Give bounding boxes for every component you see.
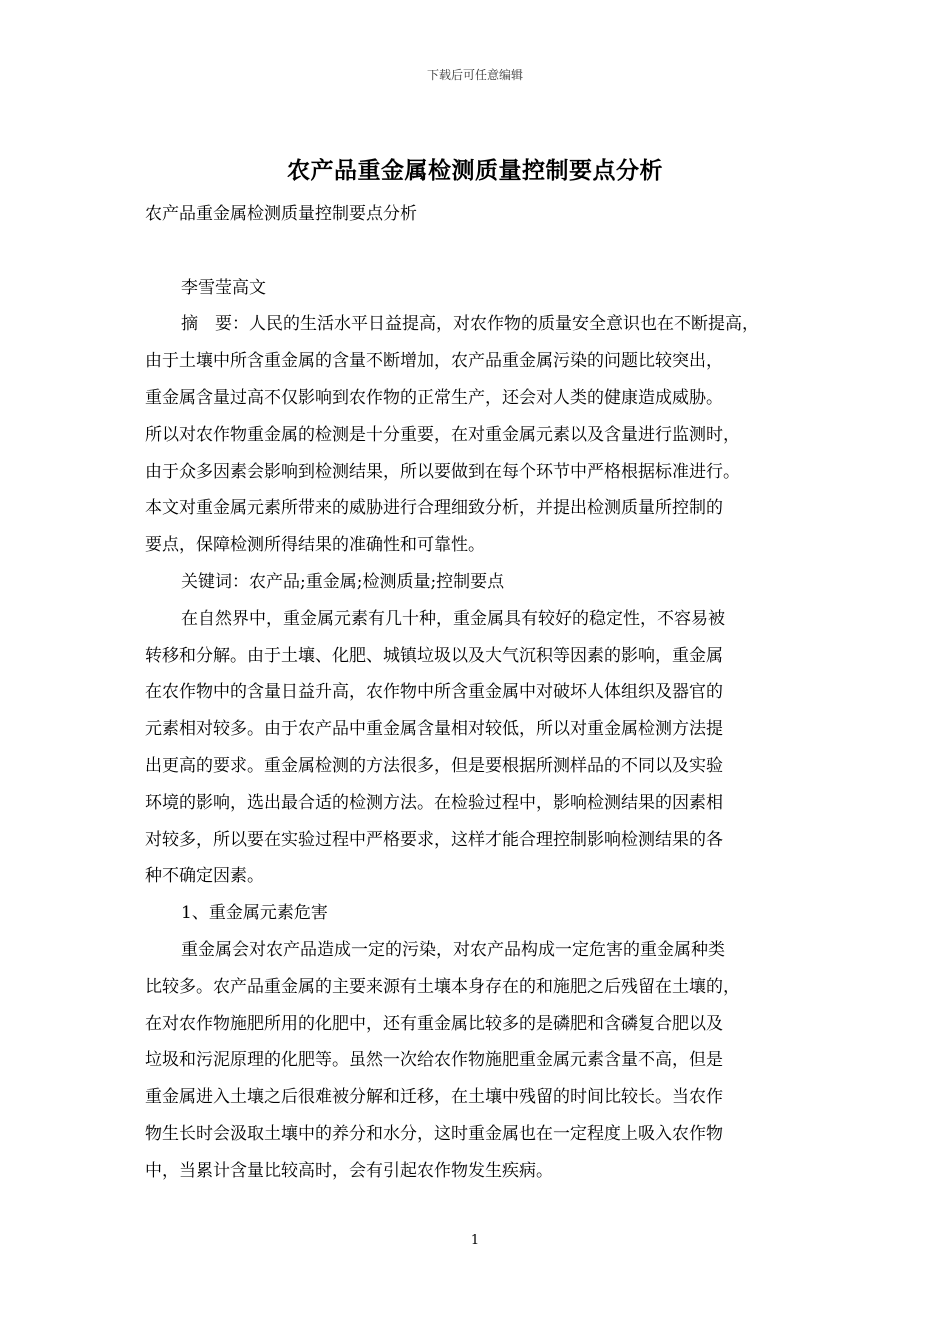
section1-line: 在对农作物施肥所用的化肥中，还有重金属比较多的是磷肥和含磷复合肥以及: [145, 1013, 723, 1034]
abstract-line: 摘 要：人民的生活水平日益提高，对农作物的质量安全意识也在不断提高，: [181, 314, 759, 335]
abstract-line: 要点，保障检测所得结果的准确性和可靠性。: [145, 535, 485, 556]
page-header: 下载后可任意编辑: [426, 68, 523, 82]
abstract-line: 由于众多因素会影响到检测结果，所以要做到在每个环节中严格根据标准进行。: [145, 461, 740, 482]
document-title: 农产品重金属检测质量控制要点分析: [287, 157, 663, 184]
page-number: 1: [470, 1233, 480, 1248]
keywords: 关键词：农产品;重金属;检测质量;控制要点: [181, 571, 505, 592]
intro-line: 种不确定因素。: [145, 866, 264, 887]
section1-line: 比较多。农产品重金属的主要来源有土壤本身存在的和施肥之后残留在土壤的，: [145, 976, 740, 997]
abstract-line: 重金属含量过高不仅影响到农作物的正常生产，还会对人类的健康造成威胁。: [145, 387, 723, 408]
section1-line: 垃圾和污泥原理的化肥等。虽然一次给农作物施肥重金属元素含量不高，但是: [145, 1050, 723, 1071]
intro-line: 在农作物中的含量日益升高，农作物中所含重金属中对破坏人体组织及器官的: [145, 682, 723, 703]
intro-line: 环境的影响，选出最合适的检测方法。在检验过程中，影响检测结果的因素相: [145, 792, 723, 813]
intro-line: 在自然界中，重金属元素有几十种，重金属具有较好的稳定性，不容易被: [181, 608, 725, 629]
document-body: [145, 196, 815, 1190]
intro-line: 元素相对较多。由于农产品中重金属含量相对较低，所以对重金属检测方法提: [145, 719, 723, 740]
abstract-line: 所以对农作物重金属的检测是十分重要，在对重金属元素以及含量进行监测时，: [145, 424, 740, 445]
section1-line: 物生长时会汲取土壤中的养分和水分，这时重金属也在一定程度上吸入农作物: [145, 1123, 723, 1144]
section1-line: 中，当累计含量比较高时，会有引起农作物发生疾病。: [145, 1160, 553, 1181]
intro-paragraph: [145, 601, 815, 895]
intro-line: 出更高的要求。重金属检测的方法很多，但是要根据所测样品的不同以及实验: [145, 755, 723, 776]
blank-line: [145, 233, 815, 270]
section1-paragraph: [145, 932, 815, 1190]
intro-line: 对较多，所以要在实验过程中严格要求，这样才能合理控制影响检测结果的各: [145, 829, 723, 850]
section1-line: 重金属进入土壤之后很难被分解和迁移，在土壤中残留的时间比较长。当农作: [145, 1087, 723, 1108]
document-subtitle: 农产品重金属检测质量控制要点分析: [145, 204, 417, 224]
abstract-paragraph: [145, 306, 815, 564]
section-heading: 1、重金属元素危害: [181, 903, 328, 924]
abstract-line: 本文对重金属元素所带来的威胁进行合理细致分析，并提出检测质量所控制的: [145, 498, 723, 519]
section1-line: 重金属会对农产品造成一定的污染，对农产品构成一定危害的重金属种类: [181, 939, 725, 960]
abstract-line: 由于土壤中所含重金属的含量不断增加，农产品重金属污染的问题比较突出，: [145, 351, 723, 372]
intro-line: 转移和分解。由于土壤、化肥、城镇垃圾以及大气沉积等因素的影响，重金属: [145, 645, 723, 666]
authors: 李雪莹高文: [181, 277, 266, 298]
